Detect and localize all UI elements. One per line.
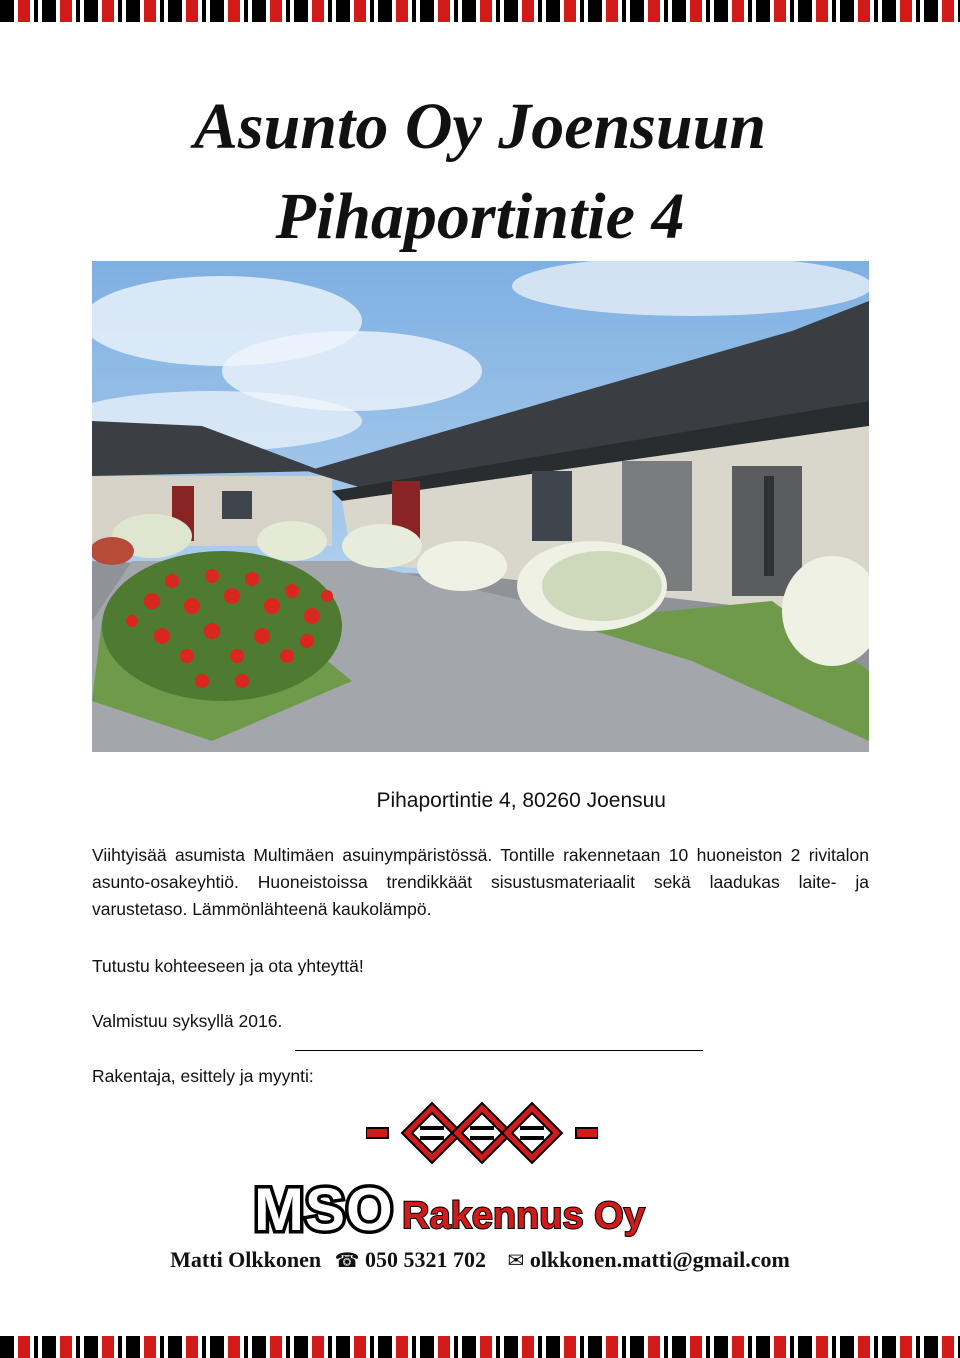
contact-details: [0, 1244, 960, 1277]
phone-icon: ☎: [334, 1250, 360, 1272]
property-address: Pihaportintie 4, 80260 Joensuu: [376, 789, 666, 812]
intro-paragraph: Viihtyisää asumista Multimäen asuinympäristössä. Tontille rakennetaan 10 huoneiston 2 rivitalon asunto-osakeyhtiö. Huoneistoissa trendikkäät sisustusmateriaalit sekä laadukas laite- ja varustetaso. Lämmönlähteenä kaukolämpö.: [92, 845, 869, 919]
contact-phone[interactable]: 050 5321 702: [365, 1247, 487, 1272]
contact-name: Matti Olkkonen: [170, 1247, 322, 1272]
mso-logo-mark-icon: [366, 1098, 598, 1174]
svg-text:MSO: MSO: [254, 1176, 394, 1242]
completion-paragraph: Valmistuu syksyllä 2016.: [92, 1011, 283, 1031]
contact-cta-paragraph: Tutustu kohteeseen ja ota yhteyttä!: [92, 956, 364, 976]
document-title-line-1: Asunto Oy Joensuun: [193, 90, 767, 163]
document-title-line-2: Pihaportintie 4: [275, 180, 685, 253]
horizontal-divider: [295, 1050, 703, 1051]
decorative-border-top: [0, 0, 960, 22]
builder-paragraph: Rakentaja, esittely ja myynti:: [92, 1066, 314, 1086]
decorative-border-bottom: [0, 1336, 960, 1358]
building-rendering-image: [92, 261, 869, 752]
company-logo: [252, 1172, 712, 1242]
contact-email[interactable]: olkkonen.matti@gmail.com: [529, 1247, 790, 1272]
svg-text:Rakennus Oy: Rakennus Oy: [402, 1195, 645, 1237]
email-icon: ✉: [507, 1250, 525, 1272]
